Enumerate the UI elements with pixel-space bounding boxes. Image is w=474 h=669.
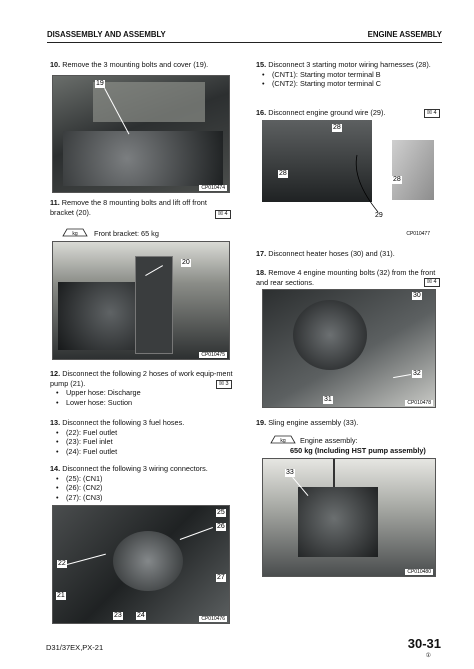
callout-20: 20 (182, 259, 190, 266)
step-number: 10. (50, 60, 61, 69)
weight-icon (62, 228, 88, 237)
reference-box: ☒ 3 (216, 380, 232, 389)
list-item: • (24): Fuel outlet (50, 447, 235, 457)
weight-engine-value: 650 kg (Including HST pump assembly) (290, 446, 426, 455)
cover-shape (93, 82, 205, 122)
connector-list (50, 474, 235, 503)
step-number: 11. (50, 198, 60, 207)
header-rule (47, 42, 442, 43)
photo-code: CP010477 (406, 231, 430, 237)
chapter-title: ENGINE ASSEMBLY (367, 30, 442, 39)
step-14 (50, 464, 235, 502)
callout-23: 23 (114, 612, 122, 619)
step-number: 14. (50, 464, 61, 473)
page-number: 30-31 (407, 636, 441, 651)
step-text: Remove the 3 mounting bolts and cover (19). (62, 60, 209, 69)
step-text: Disconnect the following 3 fuel hoses. (62, 418, 185, 427)
list-item: • Lower hose: Suction (50, 398, 235, 408)
weight-front-bracket: Front bracket: 65 kg (94, 229, 159, 238)
step-15 (256, 60, 442, 89)
callout-27: 27 (217, 574, 225, 581)
revision-mark: ① (425, 653, 431, 659)
photo-code: CP010475 (201, 352, 225, 358)
callout-33: 33 (286, 469, 294, 476)
hose-list (50, 388, 235, 407)
step-text: Remove 4 engine mounting bolts (32) from the front and rear sections. (256, 268, 436, 287)
photo-front-bracket (52, 241, 230, 360)
step-number: 17. (256, 249, 267, 258)
callout-26: 26 (217, 523, 225, 530)
step-17 (256, 249, 442, 259)
callout-30: 30 (413, 292, 421, 299)
step-text: Disconnect engine ground wire (29). (268, 108, 386, 117)
page-header (47, 30, 442, 42)
photo-code: CP010474 (201, 185, 225, 191)
step-text: Disconnect the following 2 hoses of work equip-ment pump (21). (50, 369, 233, 388)
step-12 (50, 369, 235, 407)
callout-32: 32 (413, 370, 421, 377)
pump-shape (113, 531, 183, 591)
photo-cover (52, 75, 230, 193)
step-number: 18. (256, 268, 267, 277)
step-16 (256, 108, 426, 118)
harness-list (256, 70, 442, 89)
leader-line (393, 374, 411, 378)
list-item: • (CNT1): Starting motor terminal B (256, 70, 442, 80)
reference-box: ☒ 4 (424, 109, 440, 118)
step-text: Remove the 8 mounting bolts and lift off front bracket (20). (50, 198, 207, 217)
step-text: Disconnect heater hoses (30) and (31). (268, 249, 395, 258)
step-number: 16. (256, 108, 267, 117)
list-item: • (23): Fuel inlet (50, 437, 235, 447)
photo-mounting-bolts (262, 289, 436, 408)
step-number: 15. (256, 60, 267, 69)
section-title: DISASSEMBLY AND ASSEMBLY (47, 30, 166, 39)
svg-text:kg: kg (280, 438, 286, 444)
step-text: Sling engine assembly (33). (268, 418, 359, 427)
list-item: • (27): (CN3) (50, 493, 235, 503)
list-item: • (25): (CN1) (50, 474, 235, 484)
sling-chain (333, 459, 335, 489)
weight-engine-label: Engine assembly: (300, 436, 358, 445)
list-item: • (CNT2): Starting motor terminal C (256, 79, 442, 89)
callout-28: 28 (279, 170, 287, 177)
step-number: 19. (256, 418, 267, 427)
callout-21: 21 (57, 592, 65, 599)
engine-shape (298, 487, 378, 557)
leader-line (67, 554, 106, 565)
callout-31: 31 (324, 396, 332, 403)
engine-shape (63, 131, 223, 186)
fuel-hose-list (50, 428, 235, 457)
callout-19: 19 (96, 80, 104, 87)
photo-code: CP010480 (407, 569, 431, 575)
step-13 (50, 418, 235, 456)
photo-connectors (52, 505, 230, 624)
callout-25: 25 (217, 509, 225, 516)
svg-text:kg: kg (72, 231, 78, 237)
step-number: 12. (50, 369, 61, 378)
photo-engine-sling (262, 458, 436, 577)
photo-ground-wire (262, 120, 434, 238)
list-item: • Upper hose: Discharge (50, 388, 235, 398)
step-19 (256, 418, 442, 428)
callout-24: 24 (137, 612, 145, 619)
callout-29: 29 (375, 212, 383, 219)
step-10 (50, 60, 230, 70)
step-number: 13. (50, 418, 61, 427)
callout-28: 28 (393, 176, 401, 183)
reference-box: ☒ 4 (215, 210, 231, 219)
model-number: D31/37EX,PX-21 (46, 643, 104, 652)
list-item: • (26): (CN2) (50, 483, 235, 493)
step-text: Disconnect the following 3 wiring connectors. (62, 464, 208, 473)
callout-22: 22 (58, 560, 66, 567)
callout-28: 28 (333, 124, 341, 131)
photo-code: CP010476 (201, 616, 225, 622)
reference-box: ☒ 4 (424, 278, 440, 287)
step-11 (50, 198, 230, 217)
leader-line (180, 527, 213, 540)
ground-wire-leader (262, 120, 434, 238)
step-text: Disconnect 3 starting motor wiring harnesses (28). (268, 60, 431, 69)
step-18 (256, 268, 442, 287)
engine-shape (293, 300, 367, 370)
photo-code: CP010478 (407, 400, 431, 406)
list-item: • (22): Fuel outlet (50, 428, 235, 438)
weight-icon (270, 435, 296, 444)
